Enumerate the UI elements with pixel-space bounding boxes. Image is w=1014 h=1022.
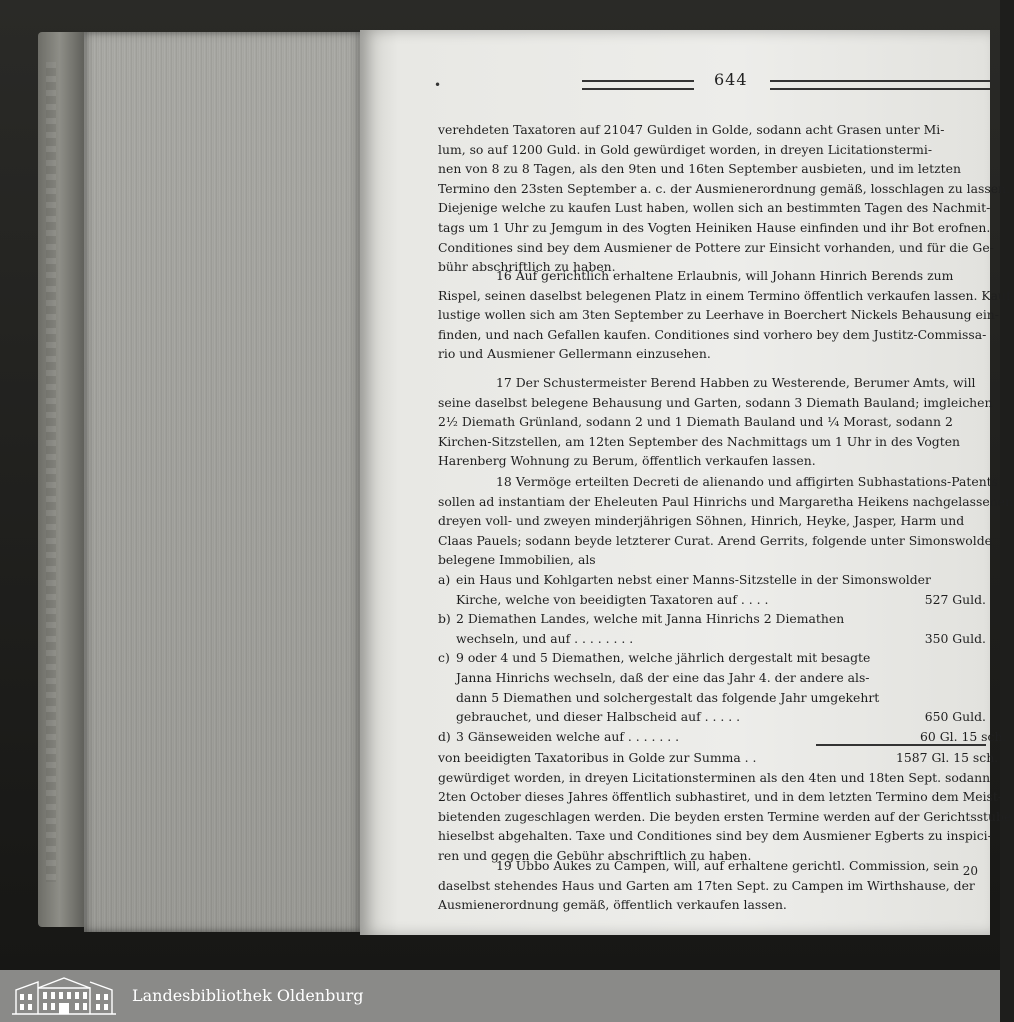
text-line: gewürdiget worden, in dreyen Licitationsterminen als den 4ten und 18ten Sept. sodann (438, 769, 991, 785)
item-amount (920, 648, 986, 668)
library-building-icon (8, 974, 120, 1018)
text-line: bietenden zugeschlagen werden. Die beyden ersten Termine werden auf der Gerichtsstube (438, 808, 1012, 824)
footer-bar (0, 970, 1000, 1022)
text-line: lustige wollen sich am 3ten September zu Leerhave in Boerchert Nickels Behausung ein- (438, 307, 999, 323)
text-line: finden, und nach Gefallen kaufen. Conditiones sind vorhero bey dem Justitz-Commissa- (438, 326, 987, 342)
header-rule-left (582, 80, 694, 90)
list-item (438, 668, 986, 688)
item-amount: 350 Guld. (924, 630, 986, 646)
text-line: 16 Auf gerichtlich erhaltene Erlaubnis, will Johann Hinrich Berends zum (496, 268, 954, 283)
item-text: wechseln, und auf . . . . . . . . (456, 630, 634, 646)
footer-label: Landesbibliothek Oldenburg (132, 986, 364, 1005)
item-mark: d) (438, 728, 451, 744)
text-line: lum, so auf 1200 Guld. in Gold gewürdiget worden, in dreyen Licitationstermi- (438, 141, 933, 157)
text-line: hieselbst abgehalten. Taxe und Conditiones sind bey dem Ausmiener Egberts zu inspici- (438, 828, 992, 844)
text-line: Harenberg Wohnung zu Berum, öffentlich verkaufen lassen. (438, 453, 816, 469)
item-text: ein Haus und Kohlgarten nebst einer Manns-Sitzstelle in der Simonswolder (456, 572, 931, 587)
item-mark: b) (438, 611, 451, 627)
text-line: 2ten October dieses Jahres öffentlich subhastiret, und in dem letzten Termino dem Meist- (438, 789, 1003, 805)
list-item (438, 570, 986, 590)
item-amount: 650 Guld. (924, 709, 986, 725)
item-text: 9 oder 4 und 5 Diemathen, welche jährlich dergestalt mit besagte (456, 650, 871, 666)
list-item (438, 688, 986, 708)
item-amount: 60 Gl. 15 sch. (920, 728, 1007, 744)
item-amount (920, 688, 986, 708)
list-item (438, 648, 986, 668)
text-line: tags um 1 Uhr zu Jemgum in des Vogten Heiniken Hause einfinden und ihr Bot erofnen. (438, 219, 991, 235)
paragraph-16 (438, 266, 1014, 364)
text-line: nen von 8 zu 8 Tagen, als den 9ten und 16ten September ausbieten, und im letzten (438, 161, 961, 177)
text-line: Claas Pauels; sodann beyde letzterer Curat. Arend Gerrits, folgende unter Simonswolde (438, 532, 992, 548)
header-dot: • (434, 78, 442, 92)
text-line: Kirchen-Sitzstellen, am 12ten September des Nachmittags um 1 Uhr in des Vogten (438, 433, 961, 449)
item-text: dann 5 Diemathen und solchergestalt das folgende Jahr umgekehrt (456, 689, 880, 705)
list-item (438, 590, 986, 610)
sum-row (438, 748, 999, 768)
text-line: 18 Vermöge erteilten Decreti de alienando und affigirten Subhastations-Patents (496, 474, 999, 489)
text-line: Rispel, seinen daselbst belegenen Platz in einem Termino öffentlich verkaufen lassen. Kauf- (438, 287, 1014, 303)
item-text: Janna Hinrichs wechseln, daß der eine das Jahr 4. der andere als- (456, 669, 870, 685)
item-amount: 527 Guld. (924, 591, 986, 607)
page-block-edges (84, 32, 364, 932)
item-amount (920, 668, 986, 688)
text-line: rio und Ausmiener Gellermann einzusehen. (438, 346, 711, 362)
book-cover-edge (38, 32, 86, 927)
paragraph-19 (438, 856, 986, 915)
paragraph-17 (438, 373, 993, 471)
page-number: 644 (714, 70, 748, 89)
paragraph-continuation (438, 120, 1010, 277)
header-rule-right (770, 80, 990, 90)
text-line: sollen ad instantiam der Eheleuten Paul Hinrichs und Margaretha Heikens nachgelassenen (438, 493, 1013, 509)
item-amount (931, 570, 997, 590)
paragraph-18 (438, 472, 1013, 570)
text-line: Termino den 23sten September a. c. der Ausmienerordnung gemäß, losschlagen zu lassen. (438, 180, 1010, 196)
text-line: ren und gegen die Gebühr abschriftlich zu haben. (438, 847, 752, 863)
text-line: verehdeten Taxatoren auf 21047 Gulden in Golde, sodann acht Grasen unter Mi- (438, 122, 945, 137)
list-item (438, 629, 986, 649)
book-page (360, 30, 1014, 935)
text-line: bühr abschriftlich zu haben. (438, 259, 616, 275)
sum-text: von beeidigten Taxatoribus in Golde zur Summa . . (438, 750, 757, 765)
sum-amount: 1587 Gl. 15 sch. (896, 750, 999, 765)
item-mark: a) (438, 572, 451, 587)
text-line: Conditiones sind bey dem Ausmiener de Pottere zur Einsicht vorhanden, und für die Ge- (438, 239, 994, 255)
text-line: 2½ Diemath Grünland, sodann 2 und 1 Diemath Bauland und ¼ Morast, sodann 2 (438, 414, 953, 430)
text-line: daselbst stehendes Haus und Garten am 17ten Sept. zu Campen im Wirthshause, der (438, 877, 975, 893)
item-text: gebrauchet, und dieser Halbscheid auf . . . . . (456, 709, 741, 725)
item-text: Kirche, welche von beeidigten Taxatoren auf . . . . (456, 591, 769, 607)
property-list (438, 570, 1007, 746)
catchword: 20 (962, 864, 978, 878)
text-line: belegene Immobilien, als (438, 552, 596, 568)
text-line: Ausmienerordnung gemäß, öffentlich verkaufen lassen. (438, 897, 787, 913)
text-line: seine daselbst belegene Behausung und Garten, sodann 3 Diemath Bauland; imgleichen (438, 394, 993, 410)
item-text: 3 Gänseweiden welche auf . . . . . . . (456, 728, 680, 744)
sum-and-continuation (438, 748, 1012, 866)
item-amount (920, 609, 986, 629)
list-item (438, 609, 986, 629)
sum-rule (816, 744, 986, 746)
text-line: 19 Ubbo Aukes zu Campen, will, auf erhaltene gerichtl. Commission, sein (496, 858, 959, 873)
item-text: 2 Diemathen Landes, welche mit Janna Hinrichs 2 Diemathen (456, 611, 845, 627)
text-line: dreyen voll- und zweyen minderjährigen Söhnen, Hinrich, Heyke, Jasper, Harm und (438, 513, 965, 529)
text-line: 17 Der Schustermeister Berend Habben zu Westerende, Berumer Amts, will (496, 375, 976, 390)
list-item (438, 707, 986, 727)
item-mark: c) (438, 650, 450, 666)
text-line: Diejenige welche zu kaufen Lust haben, wollen sich an bestimmten Tagen des Nachmit- (438, 200, 991, 216)
